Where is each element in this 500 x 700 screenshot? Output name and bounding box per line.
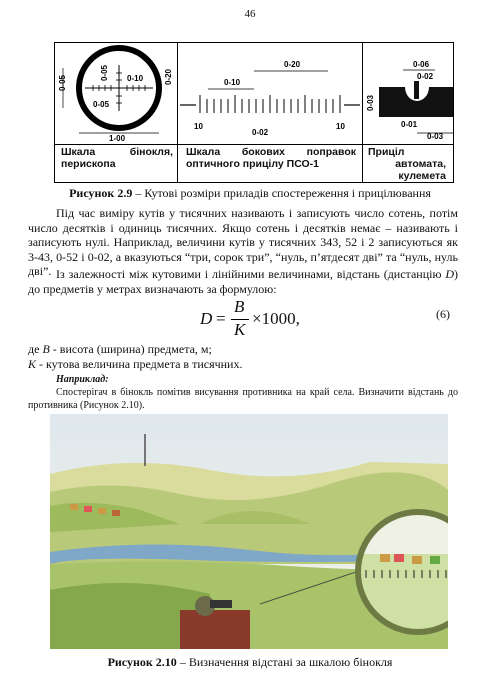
distance-formula bbox=[200, 298, 330, 340]
pso-scale-diagram bbox=[178, 43, 362, 144]
label-1-00: 1-00 bbox=[109, 134, 126, 143]
sight-label-0-03-bottom: 0-03 bbox=[427, 132, 444, 141]
sight-front-post bbox=[414, 81, 419, 99]
lens-house bbox=[412, 556, 422, 564]
paragraph-text: Під час виміру кутів у тисячних називають і записують число сотень, потім число десятків і одиниць тисячних. Якщо сотень і десятків немає – називають і записують нулі. Наприклад, величини кутів у тисячних 343, 52 і 2 записуються як 3-43, 0-52 і 0-02, а вказуються “три, сорок три”, “нуль, п’ятдесят дві” та “нуль, нуль дві”. bbox=[28, 206, 458, 279]
caption-line: кулемета bbox=[398, 170, 446, 182]
sight-right-post bbox=[429, 87, 453, 117]
sight-label-0-02: 0-02 bbox=[417, 72, 434, 81]
caption-line: оптичного прицілу ПСО-1 bbox=[186, 158, 320, 170]
pso-label-0-20: 0-20 bbox=[284, 60, 301, 69]
paragraph-2 bbox=[28, 267, 458, 296]
paragraph-text: Із залежності між кутовими і лінійними величинами, відстань (дистанцію bbox=[56, 267, 446, 281]
caption-line: автомата, bbox=[395, 158, 446, 170]
pso-caption bbox=[186, 146, 356, 170]
definition-text: - висота (ширина) предмета, м; bbox=[49, 342, 212, 356]
pso-ticks bbox=[200, 95, 340, 113]
rifle-sight-diagram bbox=[363, 43, 455, 144]
caption-label: Рисунок 2.10 bbox=[107, 655, 177, 669]
variable-b: B bbox=[42, 342, 50, 356]
example-text bbox=[28, 386, 458, 412]
observer-binoculars bbox=[210, 600, 232, 608]
figure-2-10-caption bbox=[0, 655, 500, 670]
where-k bbox=[28, 357, 458, 372]
label-0-20: 0-20 bbox=[164, 68, 173, 85]
label-0-05-top: 0-05 bbox=[100, 64, 109, 81]
caption-word: Шкала bbox=[61, 146, 96, 158]
sight-left-post bbox=[379, 87, 405, 117]
lens-house bbox=[394, 554, 404, 562]
sight-label-0-01: 0-01 bbox=[401, 120, 418, 129]
formula-multiplier: ×1000, bbox=[252, 309, 300, 328]
example-label-text: Наприклад: bbox=[56, 374, 109, 385]
formula-numerator: B bbox=[234, 297, 245, 316]
pso-label-0-02: 0-02 bbox=[252, 128, 269, 137]
sight-label-0-03-left: 0-03 bbox=[366, 94, 375, 111]
variable-d: D bbox=[445, 267, 454, 281]
label-0-05-left: 0-05 bbox=[58, 74, 67, 91]
caption-line: Приціл bbox=[368, 146, 405, 158]
formula-lhs: D bbox=[200, 309, 213, 328]
house bbox=[84, 506, 92, 512]
sight-label-0-06: 0-06 bbox=[413, 60, 430, 69]
caption-word: бінокля, bbox=[129, 146, 173, 158]
rifle-caption bbox=[368, 146, 450, 182]
formula-denominator: К bbox=[234, 320, 246, 339]
label-0-10: 0-10 bbox=[127, 74, 144, 83]
page-number: 46 bbox=[244, 8, 256, 20]
figure-2-9-caption bbox=[0, 186, 500, 201]
lens-house bbox=[380, 554, 390, 562]
row-separator bbox=[55, 144, 453, 145]
caption-line: перископа bbox=[61, 158, 116, 170]
example-body: Спостерігач в бінокль помітив висування противника на край села. Визначити відстань до противника (Рисунок 2.10). bbox=[28, 387, 458, 411]
house bbox=[98, 508, 106, 514]
caption-word: бокових bbox=[241, 146, 285, 158]
label-0-05-bottom: 0-05 bbox=[93, 100, 110, 109]
caption-text: – Кутові розміри приладів спостереження і прицілювання bbox=[132, 186, 431, 200]
pso-label-10-left: 10 bbox=[194, 122, 203, 131]
binocular-caption bbox=[61, 146, 173, 170]
formula-number: (6) bbox=[436, 307, 450, 321]
pso-label-0-10: 0-10 bbox=[224, 78, 241, 87]
where-b: де B - висота (ширина) предмета, м; bbox=[28, 342, 212, 356]
house bbox=[112, 510, 120, 516]
observer-body bbox=[180, 610, 250, 649]
binocular-scale-diagram bbox=[55, 43, 177, 144]
house bbox=[70, 504, 78, 510]
formula-equals: = bbox=[216, 309, 226, 328]
lens-house bbox=[430, 556, 440, 564]
pso-label-10-right: 10 bbox=[336, 122, 345, 131]
example-label bbox=[28, 373, 458, 386]
definition-text: - кутова величина предмета в тисячних. bbox=[35, 357, 243, 371]
figure-2-9-table bbox=[54, 42, 454, 183]
caption-label: Рисунок 2.9 bbox=[69, 186, 133, 200]
paragraph-text: ) до предметів у метрах визначають за формулою: bbox=[28, 267, 458, 296]
figure-2-10-illustration bbox=[50, 414, 448, 649]
caption-text: – Визначення відстані за шкалою бінокля bbox=[176, 655, 393, 669]
variable-k: К bbox=[28, 357, 36, 371]
caption-word: поправок bbox=[306, 146, 356, 158]
caption-word: Шкала bbox=[186, 146, 221, 158]
